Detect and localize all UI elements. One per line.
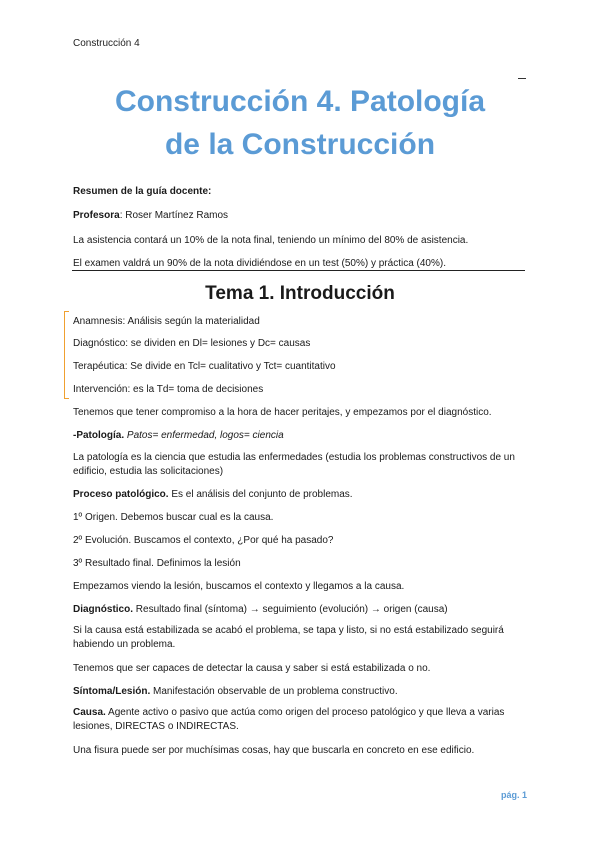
section-heading: Tema 1. Introducción	[205, 283, 395, 304]
step-1: 1º Origen. Debemos buscar cual es la causa.	[73, 512, 274, 523]
step-3: 3º Resultado final. Definimos la lesión	[73, 558, 241, 569]
patologia-def: Patos= enfermedad, logos= ciencia	[124, 430, 284, 441]
bracket-marker	[64, 311, 69, 399]
patologia-line	[73, 428, 523, 444]
causa-text: Agente activo o pasivo que actúa como origen del proceso patológico y que lleva a varias lesiones, DIRECTAS o INDIRECTAS.	[73, 707, 505, 732]
diagnostico-line	[73, 602, 523, 618]
fisura-text: Una fisura puede ser por muchísimas cosas, hay que buscarla en concreto en ese edificio.	[73, 745, 475, 756]
proceso-label: Proceso patológico.	[73, 489, 169, 500]
running-header: Construcción 4	[73, 38, 140, 49]
section-divider	[72, 270, 525, 271]
step-2: 2º Evolución. Buscamos el contexto, ¿Por qué ha pasado?	[73, 535, 334, 546]
resumen-heading: Resumen de la guía docente:	[73, 186, 212, 197]
estabilizada-text: Si la causa está estabilizada se acabó el problema, se tapa y listo, si no está estabilizado seguirá habiendo un problema.	[73, 625, 504, 650]
causa-label: Causa.	[73, 707, 106, 718]
title-line-2: de la Construcción	[164, 128, 436, 161]
list-item: Terapéutica: Se divide en Tcl= cualitativo y Tct= cuantitativo	[73, 361, 336, 372]
sintoma-text: Manifestación observable de un problema constructivo.	[150, 686, 398, 697]
diagnostico-label: Diagnóstico.	[73, 604, 134, 615]
examen-text: El examen valdrá un 90% de la nota dividiéndose en un test (50%) y práctica (40%).	[73, 258, 446, 269]
proceso-line	[73, 487, 523, 503]
page-number: pág. 1	[501, 790, 528, 800]
profesora-line	[73, 208, 523, 224]
detectar-text: Tenemos que ser capaces de detectar la causa y saber si está estabilizada o no.	[73, 663, 431, 674]
causa-line	[73, 706, 531, 734]
profesora-value: : Roser Martínez Ramos	[119, 210, 229, 221]
asistencia-text: La asistencia contará un 10% de la nota final, teniendo un mínimo del 80% de asistencia.	[73, 235, 469, 246]
sintoma-line	[73, 684, 523, 700]
list-item: Anamnesis: Análisis según la materialidad	[73, 316, 260, 327]
header-dash	[518, 78, 526, 79]
diagnostico-text: Resultado final (síntoma) → seguimiento (evolución) → origen (causa)	[133, 604, 448, 615]
document-title	[40, 80, 560, 166]
profesora-label: Profesora	[73, 210, 120, 221]
sintoma-label: Síntoma/Lesión.	[73, 686, 151, 697]
list-item: Diagnóstico: se dividen en Dl= lesiones y Dc= causas	[73, 338, 311, 349]
proceso-text: Es el análisis del conjunto de problemas.	[168, 489, 353, 500]
patologia-label: -Patología.	[73, 430, 125, 441]
title-line-1: Construcción 4. Patología	[114, 85, 486, 118]
list-item: Intervención: es la Td= toma de decisiones	[73, 384, 264, 395]
patologia-text: La patología es la ciencia que estudia las enfermedades (estudia los problemas constructivos de un edificio, estudia las solicitaciones)	[73, 452, 515, 477]
empezamos-text: Empezamos viendo la lesión, buscamos el contexto y llegamos a la causa.	[73, 581, 405, 592]
compromiso-text: Tenemos que tener compromiso a la hora de hacer peritajes, y empezamos por el diagnóstico.	[73, 407, 492, 418]
